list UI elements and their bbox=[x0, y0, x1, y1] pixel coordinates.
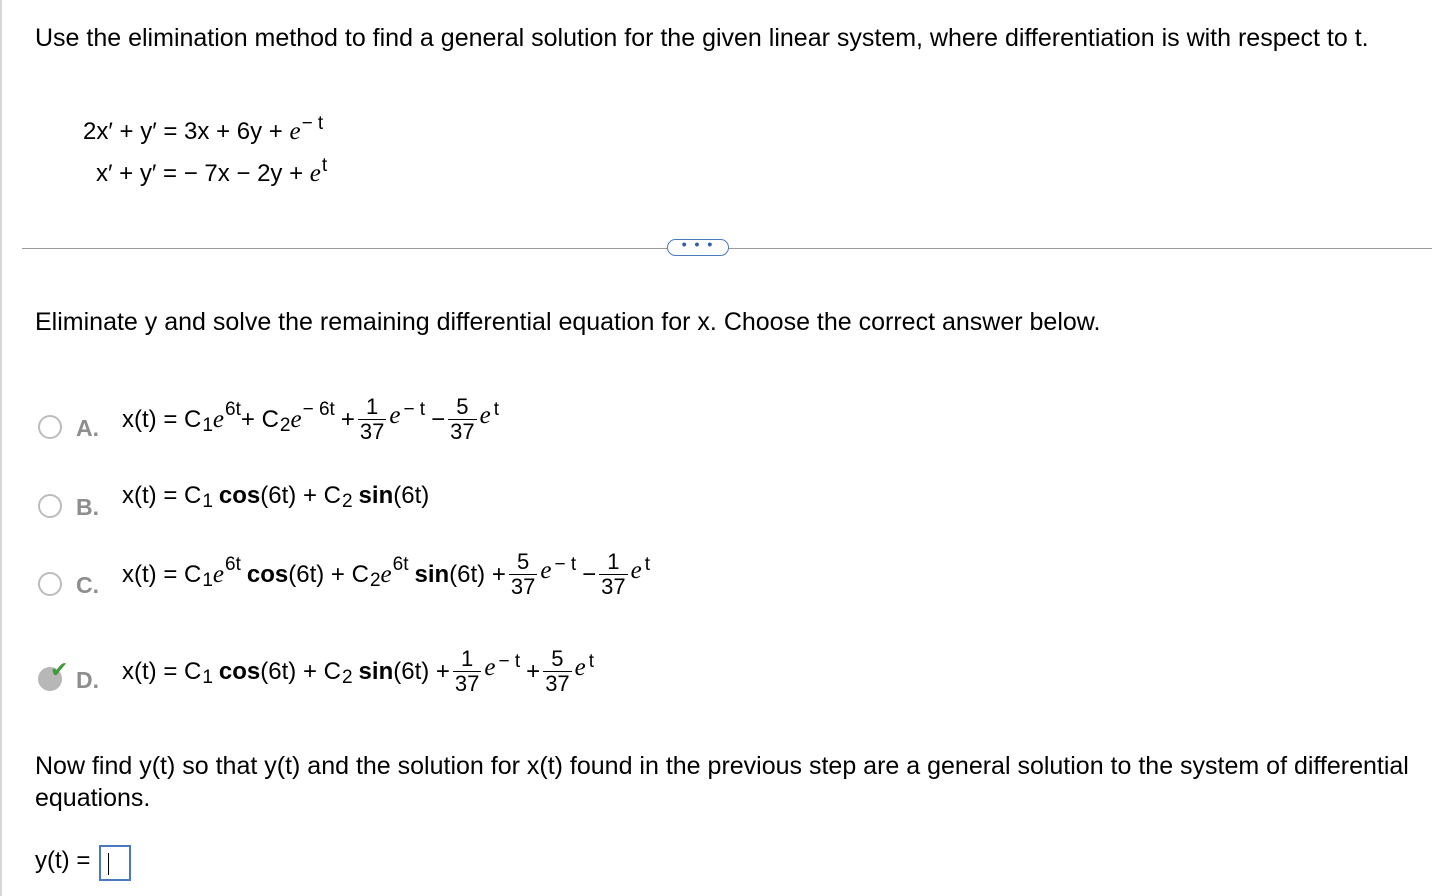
choice-d-expression: x(t) = C $_1$ cos (6t) + C $_2$ sin (6t) + $\frac{1}{37}$ e $^{- t}$ + $\frac{5}{37}$ e $^t$ bbox=[122, 646, 595, 696]
equation-2: x′ + y′ = − $7x - 2y + e^t$ bbox=[96, 155, 328, 187]
fraction: $\frac{1}{37}$ bbox=[454, 646, 480, 696]
step1-instruction: Eliminate y and solve the remaining differential equation for x. Choose the correct answer below. bbox=[35, 308, 1101, 336]
question-prompt: Use the elimination method to find a general solution for the given linear system, where differentiation is with respect to t. bbox=[35, 24, 1369, 52]
text-cursor bbox=[108, 853, 109, 875]
fraction: $\frac{1}{37}$ bbox=[601, 549, 626, 599]
choice-b[interactable] bbox=[36, 478, 936, 538]
checkmark-icon: ✔ bbox=[50, 657, 69, 682]
choice-c-expression: x(t) = C $_1$ e $^{6t}$ cos (6t) + C $_2$ e $^{6t}$ sin (6t) + $\frac{5}{37}$ e $^{- t}$ − $\frac{1}{37}$ e $^t$ bbox=[122, 549, 650, 599]
y-answer-input[interactable] bbox=[99, 845, 131, 881]
radio-b[interactable] bbox=[38, 494, 62, 518]
choice-b-expression: x(t) = C $_1$ cos (6t) + C $_2$ sin (6t) bbox=[122, 482, 430, 512]
choice-a-expression: x(t) = C $_1$ e $^{6t}$ + C $_2$ e $^{- 6t}$ + $\frac{1}{37}$ e $^{- t}$ − $\frac{5}{37}$ e $^t$ bbox=[122, 394, 499, 444]
step2-instruction: Now find y(t) so that y(t) and the solution for x(t) found in the previous step are a general solution to the system of differential equations. bbox=[35, 752, 1409, 812]
choice-letter: D. bbox=[76, 667, 99, 693]
fraction: $\frac{5}{37}$ bbox=[450, 394, 475, 444]
radio-a[interactable] bbox=[38, 415, 62, 439]
choice-letter: B. bbox=[76, 494, 99, 520]
fraction: $\frac{1}{37}$ bbox=[359, 394, 385, 444]
radio-c[interactable] bbox=[38, 572, 62, 596]
more-button[interactable]: • • • bbox=[667, 239, 729, 256]
choice-a[interactable] bbox=[36, 393, 936, 453]
equation-1: $2x' + y' = 3x + 6y + e^{- t}$ bbox=[83, 113, 324, 145]
fraction: $\frac{5}{37}$ bbox=[545, 646, 570, 696]
choice-d[interactable] bbox=[36, 645, 936, 705]
answer-label: y(t) = bbox=[35, 847, 91, 874]
choice-letter: C. bbox=[76, 572, 99, 598]
choice-c[interactable] bbox=[36, 548, 936, 608]
left-border bbox=[0, 0, 2, 896]
fraction: $\frac{5}{37}$ bbox=[510, 549, 536, 599]
choice-letter: A. bbox=[76, 415, 99, 441]
